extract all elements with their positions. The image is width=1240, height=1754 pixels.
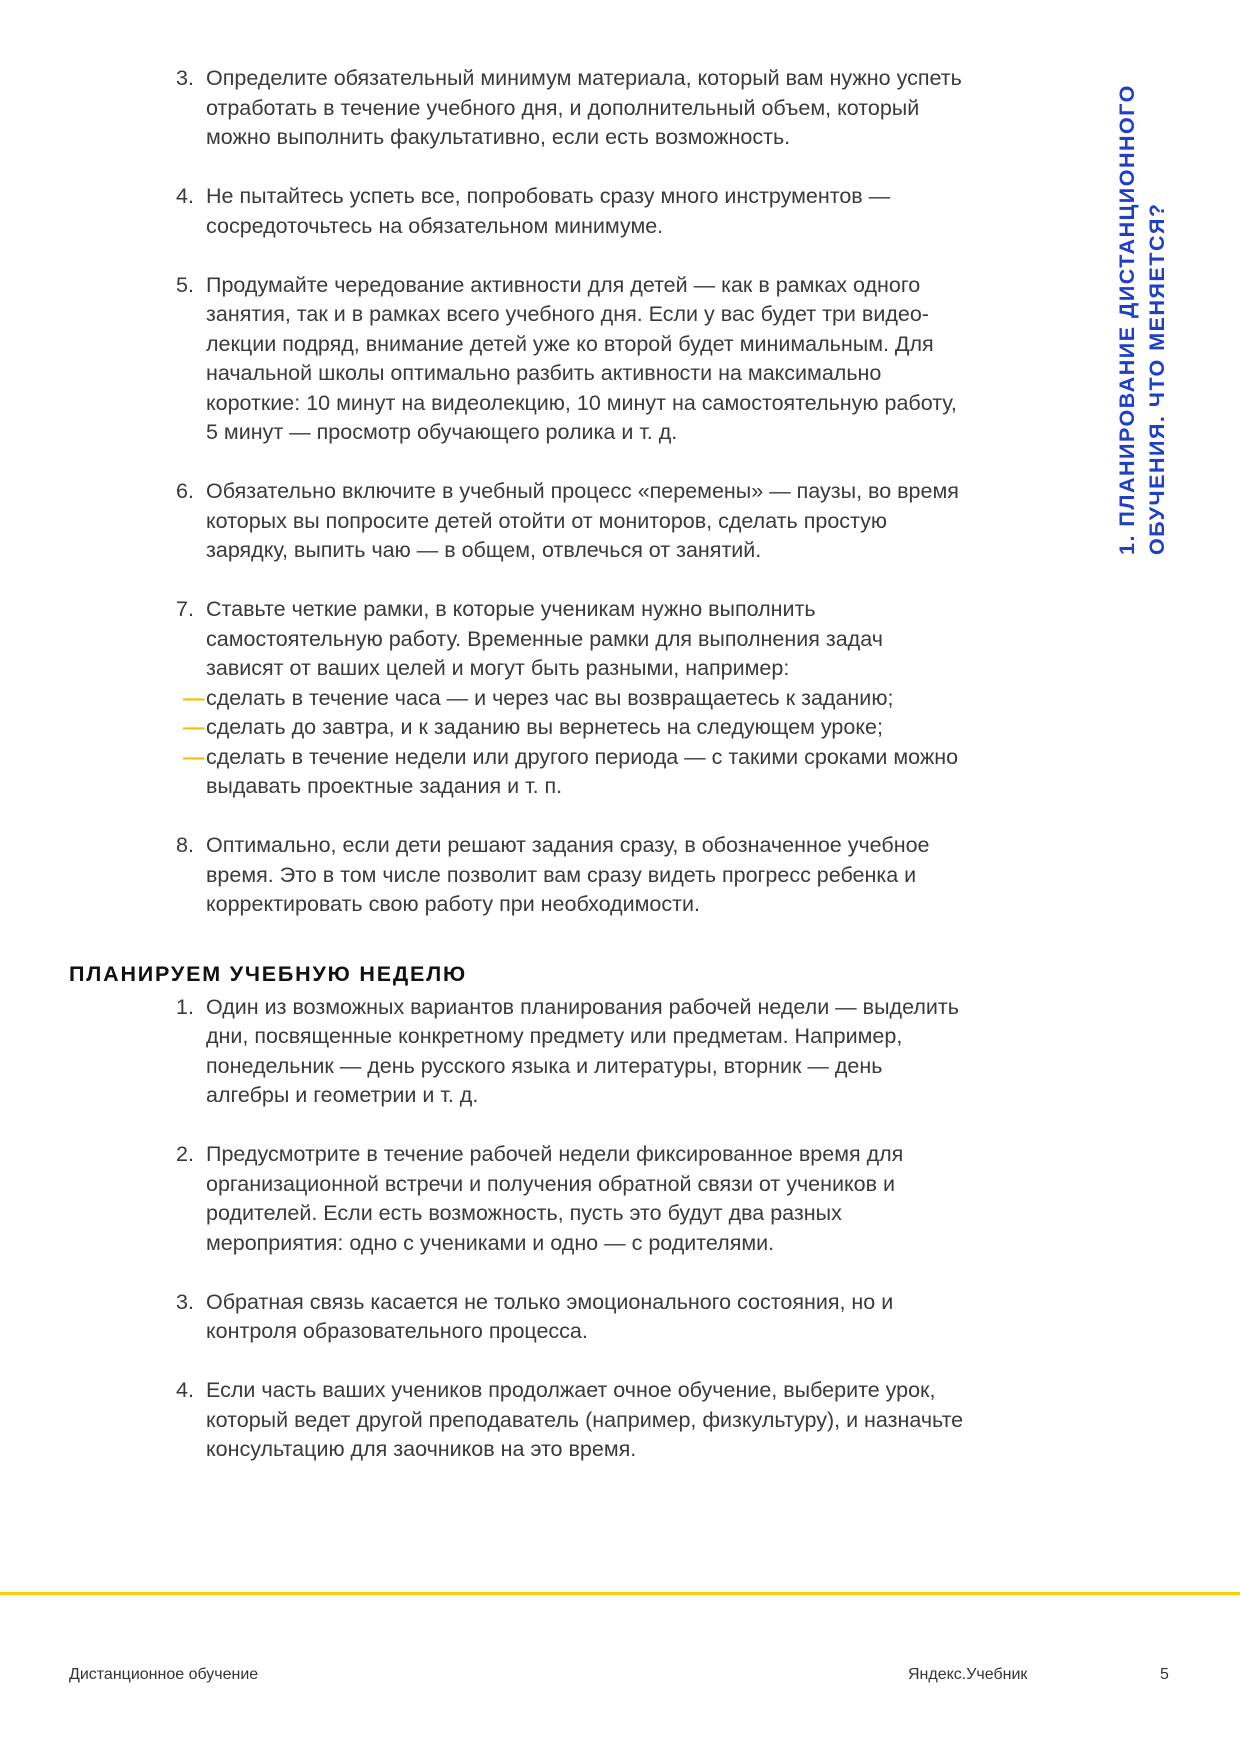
item-number: 4. [176, 1378, 194, 1402]
chapter-title-line2: ОБУЧЕНИЯ. ЧТО МЕНЯЕТСЯ? [1145, 202, 1169, 555]
item-text: Предусмотрите в течение рабочей недели фиксированное время для организационной встречи и получения обратной связи от учеников и родителей. Если есть возможность, пусть это будут два разных мероприятия: одно с учениками и одно — с родителями. [206, 1142, 904, 1255]
dash-list [183, 684, 966, 802]
list-item [0, 477, 966, 566]
chapter-side-title [1112, 35, 1172, 555]
tips-list-week [0, 993, 980, 1465]
item-number: 3. [176, 1289, 194, 1314]
item-text: Не пытайтесь успеть все, попробовать сразу много инструментов — сосредоточьтесь на обязательном минимуме. [206, 184, 891, 238]
item-number: 8. [176, 833, 194, 857]
item-text: Обязательно включите в учебный процесс «перемены» — паузы, во время которых вы попросите детей отойти от мониторов, сделать простую зарядку, выпить чаю — в общем, отвлечься от занятий. [206, 479, 959, 562]
item-text: Если часть ваших учеников продолжает очное обучение, выберите урок, который ведет другой преподаватель (например, физкультуру), и назначьте консультацию для заочников на это время. [206, 1378, 964, 1461]
item-text: Один из возможных вариантов планирования рабочей недели — выделить дни, посвященные конкретному предмету или предметам. Например, понедельник — день русского языка и литературы, вторник — день алгебры и геометрии и т. д. [206, 994, 959, 1107]
item-text: Оптимально, если дети решают задания сразу, в обозначенное учебное время. Это в том числе позволит вам сразу видеть прогресс ребенка и корректировать свою работу при необходимости. [206, 833, 930, 916]
list-item [0, 1288, 966, 1347]
list-item [0, 271, 966, 448]
list-item [0, 1376, 966, 1465]
item-number: 6. [176, 479, 194, 503]
item-text: Ставьте четкие рамки, в которые ученикам нужно выполнить самостоятельную работу. Временные рамки для выполнения задач зависят от ваших целей и могут быть разными, например: [206, 597, 883, 680]
dash-list-item [183, 743, 966, 802]
item-text: Определите обязательный минимум материала, который вам нужно успеть отработать в течение учебного дня, и дополнительный объем, который можно выполнить факультативно, если есть возможность. [206, 66, 962, 149]
item-number: 1. [176, 994, 194, 1019]
list-item [0, 182, 966, 241]
item-number: 4. [176, 184, 194, 208]
item-number: 2. [176, 1142, 194, 1166]
page-number: 5 [1160, 1666, 1169, 1683]
page-content [0, 64, 980, 1494]
chapter-title-line1: 1. ПЛАНИРОВАНИЕ ДИСТАНЦИОННОГО [1115, 84, 1139, 555]
item-text: Обратная связь касается не только эмоционального состояния, но и контроля образовательного процесса. [206, 1289, 894, 1343]
list-item [0, 1140, 966, 1258]
list-item [0, 831, 966, 920]
dash-item-text: сделать до завтра, и к заданию вы вернетесь на следующем уроке; [206, 715, 883, 739]
yellow-dash-icon: — [183, 744, 205, 769]
section-heading: ПЛАНИРУЕМ УЧЕБНУЮ НЕДЕЛЮ [69, 961, 468, 986]
tips-list-day [0, 64, 980, 920]
footer-divider [0, 1592, 1240, 1595]
item-number: 3. [176, 66, 194, 90]
list-item [0, 64, 966, 153]
dash-item-text: сделать в течение часа — и через час вы возвращаетесь к заданию; [206, 685, 894, 710]
footer-brand: Яндекс.Учебник [908, 1666, 1028, 1683]
item-text: Продумайте чередование активности для детей — как в рамках одного занятия, так и в рамках всего учебного дня. Если у вас будет три видеолекции подряд, внимание детей уже ко второй будет минимальным. Для начальной школы оптимально разбить активности на максимально короткие: 10 минут на видеолекцию, 10 минут на самостоятельную работу, 5 минут — просмотр обучающего ролика и т. д. [206, 272, 957, 444]
dash-item-text: сделать в течение недели или другого периода — с такими сроками можно выдавать проектные задания и т. п. [206, 744, 959, 798]
list-item [0, 993, 966, 1111]
footer-doc-title: Дистанционное обучение [69, 1666, 259, 1683]
yellow-dash-icon: — [183, 685, 205, 710]
item-number: 7. [176, 597, 194, 621]
item-number: 5. [176, 272, 194, 297]
yellow-dash-icon: — [183, 715, 205, 739]
list-item [0, 595, 966, 802]
dash-list-item [183, 713, 966, 743]
dash-list-item [183, 684, 966, 714]
